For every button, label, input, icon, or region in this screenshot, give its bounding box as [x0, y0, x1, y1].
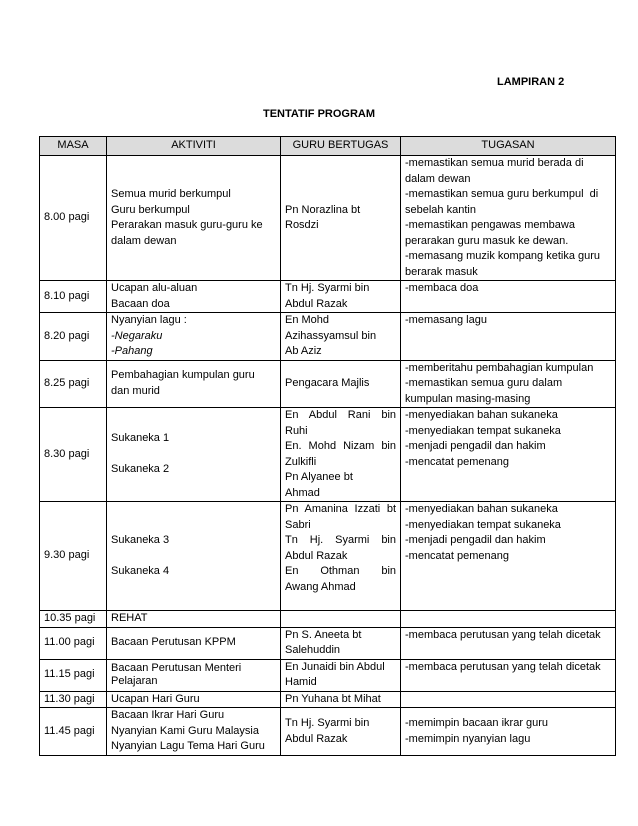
table-header-row	[40, 137, 616, 156]
cell-guru: Pn S. Aneeta bt Salehuddin	[281, 627, 401, 659]
cell-aktiviti: Bacaan Perutusan KPPM	[107, 627, 281, 659]
cell-masa: 11.00 pagi	[40, 627, 107, 659]
cell-tugasan	[401, 691, 616, 708]
table-row	[40, 408, 616, 502]
cell-aktiviti: Bacaan Perutusan Menteri Pelajaran	[107, 659, 281, 691]
cell-aktiviti: Nyanyian lagu : -Negaraku -Pahang	[107, 313, 281, 361]
cell-guru: Pn Yuhana bt Mihat	[281, 691, 401, 708]
cell-masa: 8.30 pagi	[40, 408, 107, 502]
table-row	[40, 627, 616, 659]
header-aktiviti: AKTIVITI	[107, 137, 281, 156]
cell-masa: 9.30 pagi	[40, 502, 107, 611]
table-row	[40, 691, 616, 708]
table-row	[40, 313, 616, 361]
appendix-label: LAMPIRAN 2	[497, 76, 565, 88]
cell-tugasan: -memberitahu pembahagian kumpulan -memastikan semua guru dalam kumpulan masing-masing	[401, 360, 616, 408]
cell-guru: Pn Norazlina bt Rosdzi	[281, 156, 401, 281]
table-row	[40, 360, 616, 408]
cell-guru: En Mohd Azihassyamsul bin Ab Aziz	[281, 313, 401, 361]
cell-guru: Tn Hj. Syarmi bin Abdul Razak	[281, 281, 401, 313]
cell-tugasan: -membaca perutusan yang telah dicetak	[401, 627, 616, 659]
cell-tugasan: -memasang lagu	[401, 313, 616, 361]
cell-aktiviti: REHAT	[107, 611, 281, 628]
cell-guru: Tn Hj. Syarmi bin Abdul Razak	[281, 708, 401, 756]
cell-masa: 8.20 pagi	[40, 313, 107, 361]
cell-tugasan	[401, 611, 616, 628]
cell-guru: En Junaidi bin Abdul Hamid	[281, 659, 401, 691]
cell-aktiviti: Sukaneka 3 Sukaneka 4	[107, 502, 281, 611]
cell-aktiviti: Ucapan Hari Guru	[107, 691, 281, 708]
cell-masa: 8.10 pagi	[40, 281, 107, 313]
table-row	[40, 156, 616, 281]
cell-aktiviti: Pembahagian kumpulan guru dan murid	[107, 360, 281, 408]
cell-guru	[281, 611, 401, 628]
cell-tugasan: -membaca doa	[401, 281, 616, 313]
cell-tugasan: -memimpin bacaan ikrar guru -memimpin nyanyian lagu	[401, 708, 616, 756]
cell-guru: En Abdul Rani bin Ruhi En. Mohd Nizam bin Zulkifli Pn Alyanee bt Ahmad	[281, 408, 401, 502]
cell-tugasan: -memastikan semua murid berada di dalam dewan -memastikan semua guru berkumpul di sebelah kantin -memastikan pengawas membawa perarakan guru masuk ke dewan. -memasang muzik kompang ketika guru berarak masuk	[401, 156, 616, 281]
cell-masa: 11.45 pagi	[40, 708, 107, 756]
cell-masa: 8.25 pagi	[40, 360, 107, 408]
cell-aktiviti: Bacaan Ikrar Hari Guru Nyanyian Kami Guru Malaysia Nyanyian Lagu Tema Hari Guru	[107, 708, 281, 756]
cell-aktiviti: Sukaneka 1 Sukaneka 2	[107, 408, 281, 502]
cell-masa: 8.00 pagi	[40, 156, 107, 281]
cell-masa: 11.30 pagi	[40, 691, 107, 708]
cell-aktiviti: Ucapan alu-aluan Bacaan doa	[107, 281, 281, 313]
page-title: TENTATIF PROGRAM	[262, 108, 376, 120]
cell-guru: Pn Amanina Izzati bt Sabri Tn Hj. Syarmi bin Abdul Razak En Othman bin Awang Ahmad	[281, 502, 401, 611]
header-guru-bertugas: GURU BERTUGAS	[281, 137, 401, 156]
cell-guru: Pengacara Majlis	[281, 360, 401, 408]
program-table	[39, 136, 616, 756]
cell-masa: 11.15 pagi	[40, 659, 107, 691]
header-tugasan: TUGASAN	[401, 137, 616, 156]
cell-tugasan: -membaca perutusan yang telah dicetak	[401, 659, 616, 691]
table-row	[40, 659, 616, 691]
table-row	[40, 502, 616, 611]
cell-tugasan: -menyediakan bahan sukaneka -menyediakan tempat sukaneka -menjadi pengadil dan hakim -mencatat pemenang	[401, 502, 616, 611]
cell-masa: 10.35 pagi	[40, 611, 107, 628]
cell-aktiviti: Semua murid berkumpul Guru berkumpul Perarakan masuk guru-guru ke dalam dewan	[107, 156, 281, 281]
table-row	[40, 611, 616, 628]
table-row	[40, 708, 616, 756]
cell-tugasan: -menyediakan bahan sukaneka -menyediakan tempat sukaneka -menjadi pengadil dan hakim -mencatat pemenang	[401, 408, 616, 502]
table-row	[40, 281, 616, 313]
header-masa: MASA	[40, 137, 107, 156]
